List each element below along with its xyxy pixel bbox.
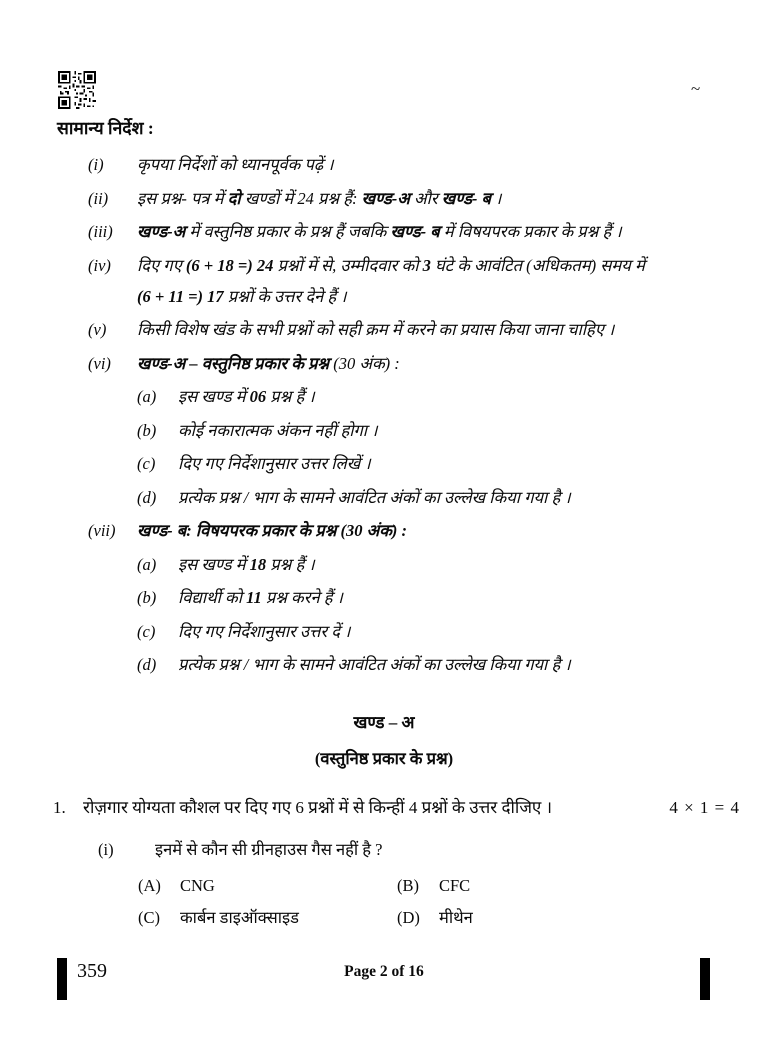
instruction-item (0, 216, 768, 247)
text-segment: 18 (249, 554, 267, 574)
instruction-item (0, 582, 768, 613)
instruction-number: (ii) (88, 188, 109, 208)
instruction-item (0, 381, 768, 412)
general-instructions-list (0, 149, 768, 683)
question-number: 1. (53, 798, 66, 817)
option-label: (C) (138, 908, 160, 927)
instruction-item (0, 515, 768, 546)
text-segment: खण्ड- ब (441, 188, 491, 208)
text-segment: कृपया निर्देशों को ध्यानपूर्वक पढ़ें । (137, 155, 334, 174)
option-label: (B) (397, 876, 419, 895)
option-text: कार्बन डाइऑक्साइड (180, 908, 299, 927)
instruction-item (0, 415, 768, 446)
text-segment: प्रश्नों के उत्तर देने हैं । (223, 286, 347, 306)
option-label: (D) (397, 908, 420, 927)
instruction-number: (c) (137, 454, 156, 473)
instruction-item (0, 348, 768, 379)
text-segment: इस खण्ड में (178, 387, 250, 406)
instruction-item (0, 482, 768, 513)
instruction-item (0, 649, 768, 680)
instruction-item (0, 149, 768, 180)
text-segment: दिए गए निर्देशानुसार उत्तर दें । (178, 621, 351, 641)
text-segment: दिए गए निर्देशानुसार उत्तर लिखें । (178, 454, 371, 473)
instruction-text (178, 616, 722, 647)
instruction-number: (vii) (88, 521, 116, 540)
option-label: (A) (138, 876, 161, 895)
page-number: Page 2 of 16 (344, 963, 424, 980)
instruction-text (137, 314, 722, 345)
text-segment: प्रश्नों में से, उम्मीदवार को (273, 255, 423, 275)
instruction-text (137, 515, 722, 546)
text-segment: (6 + 11 =) 17 (137, 286, 224, 306)
text-segment: खण्ड- ब: विषयपरक प्रकार के प्रश्न (30 अंक) : (137, 521, 407, 540)
text-segment: इस प्रश्न- पत्र में (137, 188, 228, 208)
instruction-text (178, 381, 722, 412)
instruction-number: (i) (88, 155, 104, 174)
text-segment: विद्यार्थी को (178, 588, 247, 607)
text-segment: (30 अंक) : (329, 353, 400, 373)
instruction-item (0, 448, 768, 479)
instruction-number: (b) (137, 420, 157, 440)
sub-question-text: इनमें से कौन सी ग्रीनहाउस गैस नहीं है ? (155, 840, 383, 859)
text-segment: 11 (246, 588, 262, 607)
instruction-number: (a) (137, 554, 157, 574)
instruction-item (0, 314, 768, 345)
text-segment: में वस्तुनिष्ठ प्रकार के प्रश्न हैं जबकि (185, 222, 391, 241)
instruction-text (178, 482, 722, 513)
sub-question-i (0, 838, 768, 862)
option-text: CFC (439, 876, 471, 895)
instruction-item (0, 250, 768, 312)
qr-code (58, 71, 96, 109)
section-subtitle: (वस्तुनिष्ठ प्रकार के प्रश्न) (314, 749, 454, 768)
instruction-item (0, 549, 768, 580)
instruction-number: (iii) (88, 222, 113, 241)
text-segment: किसी विशेष खंड के सभी प्रश्नों को सही क्रम में करने का प्रयास किया जाना चाहिए । (137, 320, 615, 339)
option-item (397, 870, 728, 902)
question-marks: 4 × 1 = 4 (669, 798, 740, 817)
instruction-text (137, 149, 722, 180)
text-segment: कोई नकारात्मक अंकन नहीं होगा । (178, 420, 378, 440)
instruction-number: (a) (137, 387, 157, 406)
question-text: रोज़गार योग्यता कौशल पर दिए गए 6 प्रश्नों में से किन्हीं 4 प्रश्नों के उत्तर दीजिए । (83, 798, 553, 817)
tilde-mark: ~ (691, 79, 701, 98)
instruction-text (137, 348, 722, 379)
instruction-text (178, 549, 722, 580)
instruction-text (178, 582, 722, 613)
text-segment: 06 (249, 387, 267, 406)
instruction-number: (b) (137, 588, 157, 607)
option-text: CNG (180, 876, 215, 895)
text-segment: और (409, 188, 442, 208)
instruction-text (137, 183, 722, 214)
text-segment: प्रत्येक प्रश्न / भाग के सामने आवंटित अंकों का उल्लेख किया गया है । (178, 655, 571, 674)
options-grid (0, 870, 768, 934)
text-segment: में विषयपरक प्रकार के प्रश्न हैं । (439, 222, 622, 241)
text-segment: (6 + 18 =) 24 (185, 255, 274, 275)
text-segment: खण्डों में 24 प्रश्न हैं: (240, 188, 362, 208)
section-title: खण्ड – अ (353, 713, 415, 732)
instruction-text (178, 415, 722, 446)
instruction-number: (iv) (88, 255, 111, 275)
paper-code: 359 (77, 960, 107, 982)
text-segment: खण्ड- ब (390, 222, 440, 241)
instruction-text (178, 448, 722, 479)
text-segment: प्रश्न हैं । (266, 554, 315, 574)
text-segment: प्रश्न करने हैं । (261, 588, 343, 607)
option-item (397, 902, 728, 934)
instruction-number: (d) (137, 655, 157, 674)
text-segment: खण्ड-अ (361, 188, 410, 208)
text-segment: । (490, 188, 502, 208)
instruction-number: (vi) (88, 353, 111, 373)
option-item (138, 902, 397, 934)
instruction-text (137, 216, 722, 247)
sub-question-number: (i) (98, 840, 114, 859)
option-text: मीथेन (439, 908, 473, 927)
instruction-item (0, 183, 768, 214)
instruction-text (178, 649, 722, 680)
text-segment: प्रश्न हैं । (266, 387, 315, 406)
text-segment: इस खण्ड में (178, 554, 250, 574)
footer-right-bar (700, 958, 710, 1000)
text-segment: खण्ड-अ (137, 222, 186, 241)
question-1 (0, 796, 768, 820)
text-segment: 3 (422, 255, 431, 275)
instruction-text (137, 250, 722, 312)
instruction-number: (c) (137, 621, 156, 641)
option-item (138, 870, 397, 902)
text-segment: खण्ड-अ – वस्तुनिष्ठ प्रकार के प्रश्न (137, 353, 330, 373)
text-segment: प्रत्येक प्रश्न / भाग के सामने आवंटित अंकों का उल्लेख किया गया है । (178, 487, 571, 507)
instruction-item (0, 616, 768, 647)
text-segment: दो (227, 188, 241, 208)
instruction-number: (v) (88, 320, 107, 339)
instruction-number: (d) (137, 487, 157, 507)
text-segment: घंटे के आवंटित (अधिकतम) समय में (430, 255, 645, 275)
text-segment: दिए गए (137, 255, 186, 275)
general-instructions-heading: सामान्य निर्देश : (57, 118, 154, 138)
